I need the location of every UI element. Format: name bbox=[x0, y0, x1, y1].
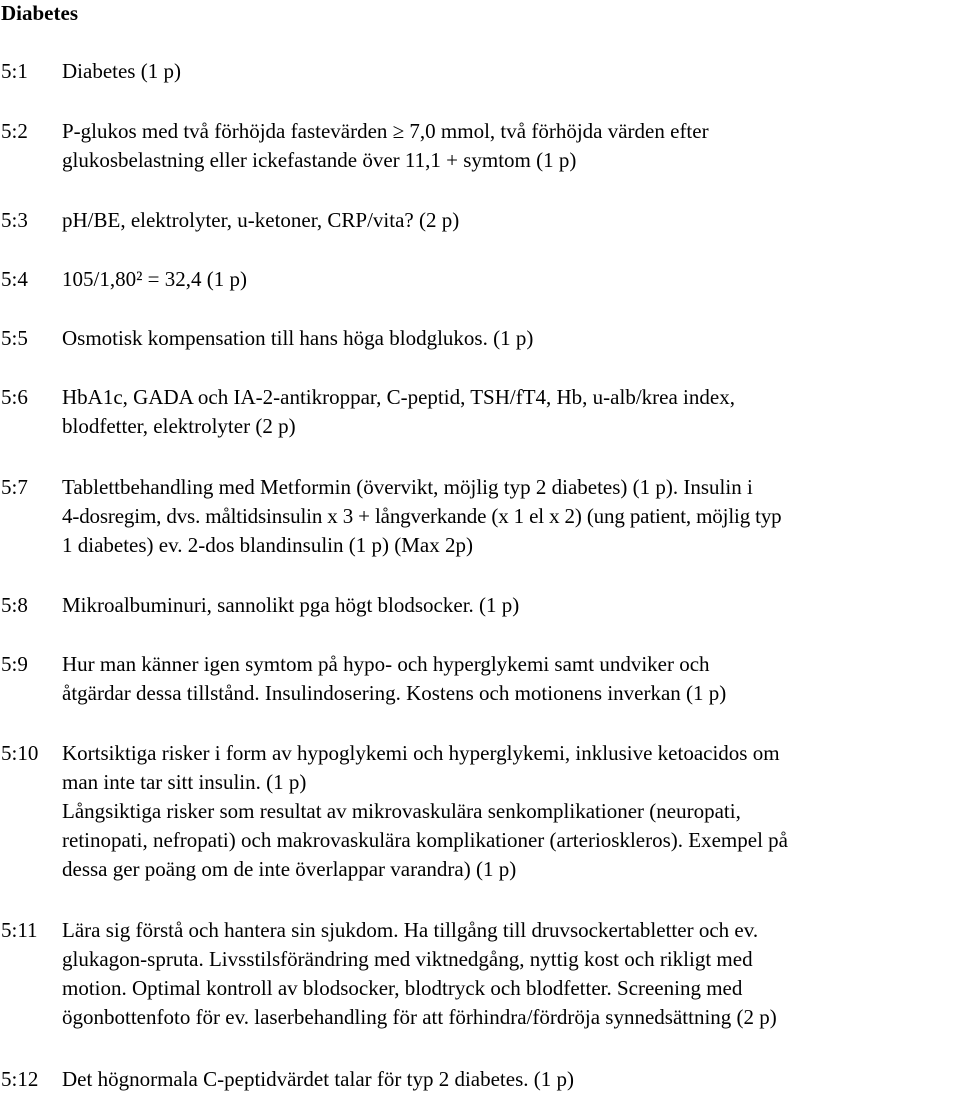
answer-line: 105/1,80² = 32,4 (1 p) bbox=[62, 267, 247, 291]
answer-line: Diabetes (1 p) bbox=[62, 59, 181, 83]
answer-line: Osmotisk kompensation till hans höga blodglukos. (1 p) bbox=[62, 326, 534, 350]
answer-line: man inte tar sitt insulin. (1 p) bbox=[62, 770, 307, 794]
answer-number: 5:12 bbox=[1, 1067, 39, 1091]
answer-line: åtgärdar dessa tillstånd. Insulindosering. Kostens och motionens inverkan (1 p) bbox=[62, 681, 727, 705]
answer-text bbox=[62, 1065, 960, 1094]
answer-line: dessa ger poäng om de inte överlappar varandra) (1 p) bbox=[62, 857, 517, 881]
answer-number: 5:7 bbox=[1, 475, 28, 499]
answer-text bbox=[62, 591, 960, 620]
answer-line: glukosbelastning eller ickefastande över 11,1 + symtom (1 p) bbox=[62, 148, 577, 172]
answer-number: 5:6 bbox=[1, 385, 28, 409]
answer-text bbox=[62, 57, 960, 86]
answer-line: ögonbottenfoto för ev. laserbehandling för att förhindra/fördröja synnedsättning (2 p) bbox=[62, 1005, 777, 1029]
answer-line: Hur man känner igen symtom på hypo- och hyperglykemi samt undviker och bbox=[62, 652, 710, 676]
answer-line: P-glukos med två förhöjda fastevärden ≥ 7,0 mmol, två förhöjda värden efter bbox=[62, 119, 709, 143]
answer-line: Lära sig förstå och hantera sin sjukdom. Ha tillgång till druvsockertabletter och ev. bbox=[62, 918, 759, 942]
answer-text bbox=[62, 117, 960, 175]
answer-number: 5:3 bbox=[1, 208, 28, 232]
answer-line: pH/BE, elektrolyter, u-ketoner, CRP/vita? (2 p) bbox=[62, 208, 460, 232]
answer-line: HbA1c, GADA och IA-2-antikroppar, C-peptid, TSH/fT4, Hb, u-alb/krea index, bbox=[62, 385, 735, 409]
answer-text bbox=[62, 739, 960, 884]
answer-number: 5:10 bbox=[1, 741, 39, 765]
answer-number: 5:4 bbox=[1, 267, 28, 291]
answer-line: glukagon-spruta. Livsstilsförändring med viktnedgång, nyttig kost och rikligt med bbox=[62, 947, 753, 971]
answer-text bbox=[62, 916, 960, 1032]
answer-line: Långsiktiga risker som resultat av mikrovaskulära senkomplikationer (neuropati, bbox=[62, 799, 741, 823]
answer-line: Det högnormala C-peptidvärdet talar för typ 2 diabetes. (1 p) bbox=[62, 1067, 574, 1091]
answer-text bbox=[62, 473, 960, 560]
answer-line: Mikroalbuminuri, sannolikt pga högt blodsocker. (1 p) bbox=[62, 593, 520, 617]
answer-line: Kortsiktiga risker i form av hypoglykemi och hyperglykemi, inklusive ketoacidos om bbox=[62, 741, 780, 765]
answer-line: 1 diabetes) ev. 2-dos blandinsulin (1 p) (Max 2p) bbox=[62, 533, 473, 557]
answer-line: motion. Optimal kontroll av blodsocker, blodtryck och blodfetter. Screening med bbox=[62, 976, 743, 1000]
answer-line: retinopati, nefropati) och makrovaskulära komplikationer (arterioskleros). Exempel på bbox=[62, 828, 788, 852]
answer-text bbox=[62, 265, 960, 294]
answer-text bbox=[62, 324, 960, 353]
document-title: Diabetes bbox=[1, 1, 78, 25]
answer-number: 5:1 bbox=[1, 59, 28, 83]
answer-line: 4-dosregim, dvs. måltidsinsulin x 3 + långverkande (x 1 el x 2) (ung patient, möjlig typ bbox=[62, 504, 782, 528]
answer-line: Tablettbehandling med Metformin (övervikt, möjlig typ 2 diabetes) (1 p). Insulin i bbox=[62, 475, 753, 499]
answer-number: 5:11 bbox=[1, 918, 38, 942]
answer-text bbox=[62, 206, 960, 235]
answer-text bbox=[62, 383, 960, 441]
answer-line: blodfetter, elektrolyter (2 p) bbox=[62, 414, 296, 438]
answer-text bbox=[62, 650, 960, 708]
answer-number: 5:2 bbox=[1, 119, 28, 143]
answer-number: 5:5 bbox=[1, 326, 28, 350]
answer-number: 5:8 bbox=[1, 593, 28, 617]
answer-number: 5:9 bbox=[1, 652, 28, 676]
